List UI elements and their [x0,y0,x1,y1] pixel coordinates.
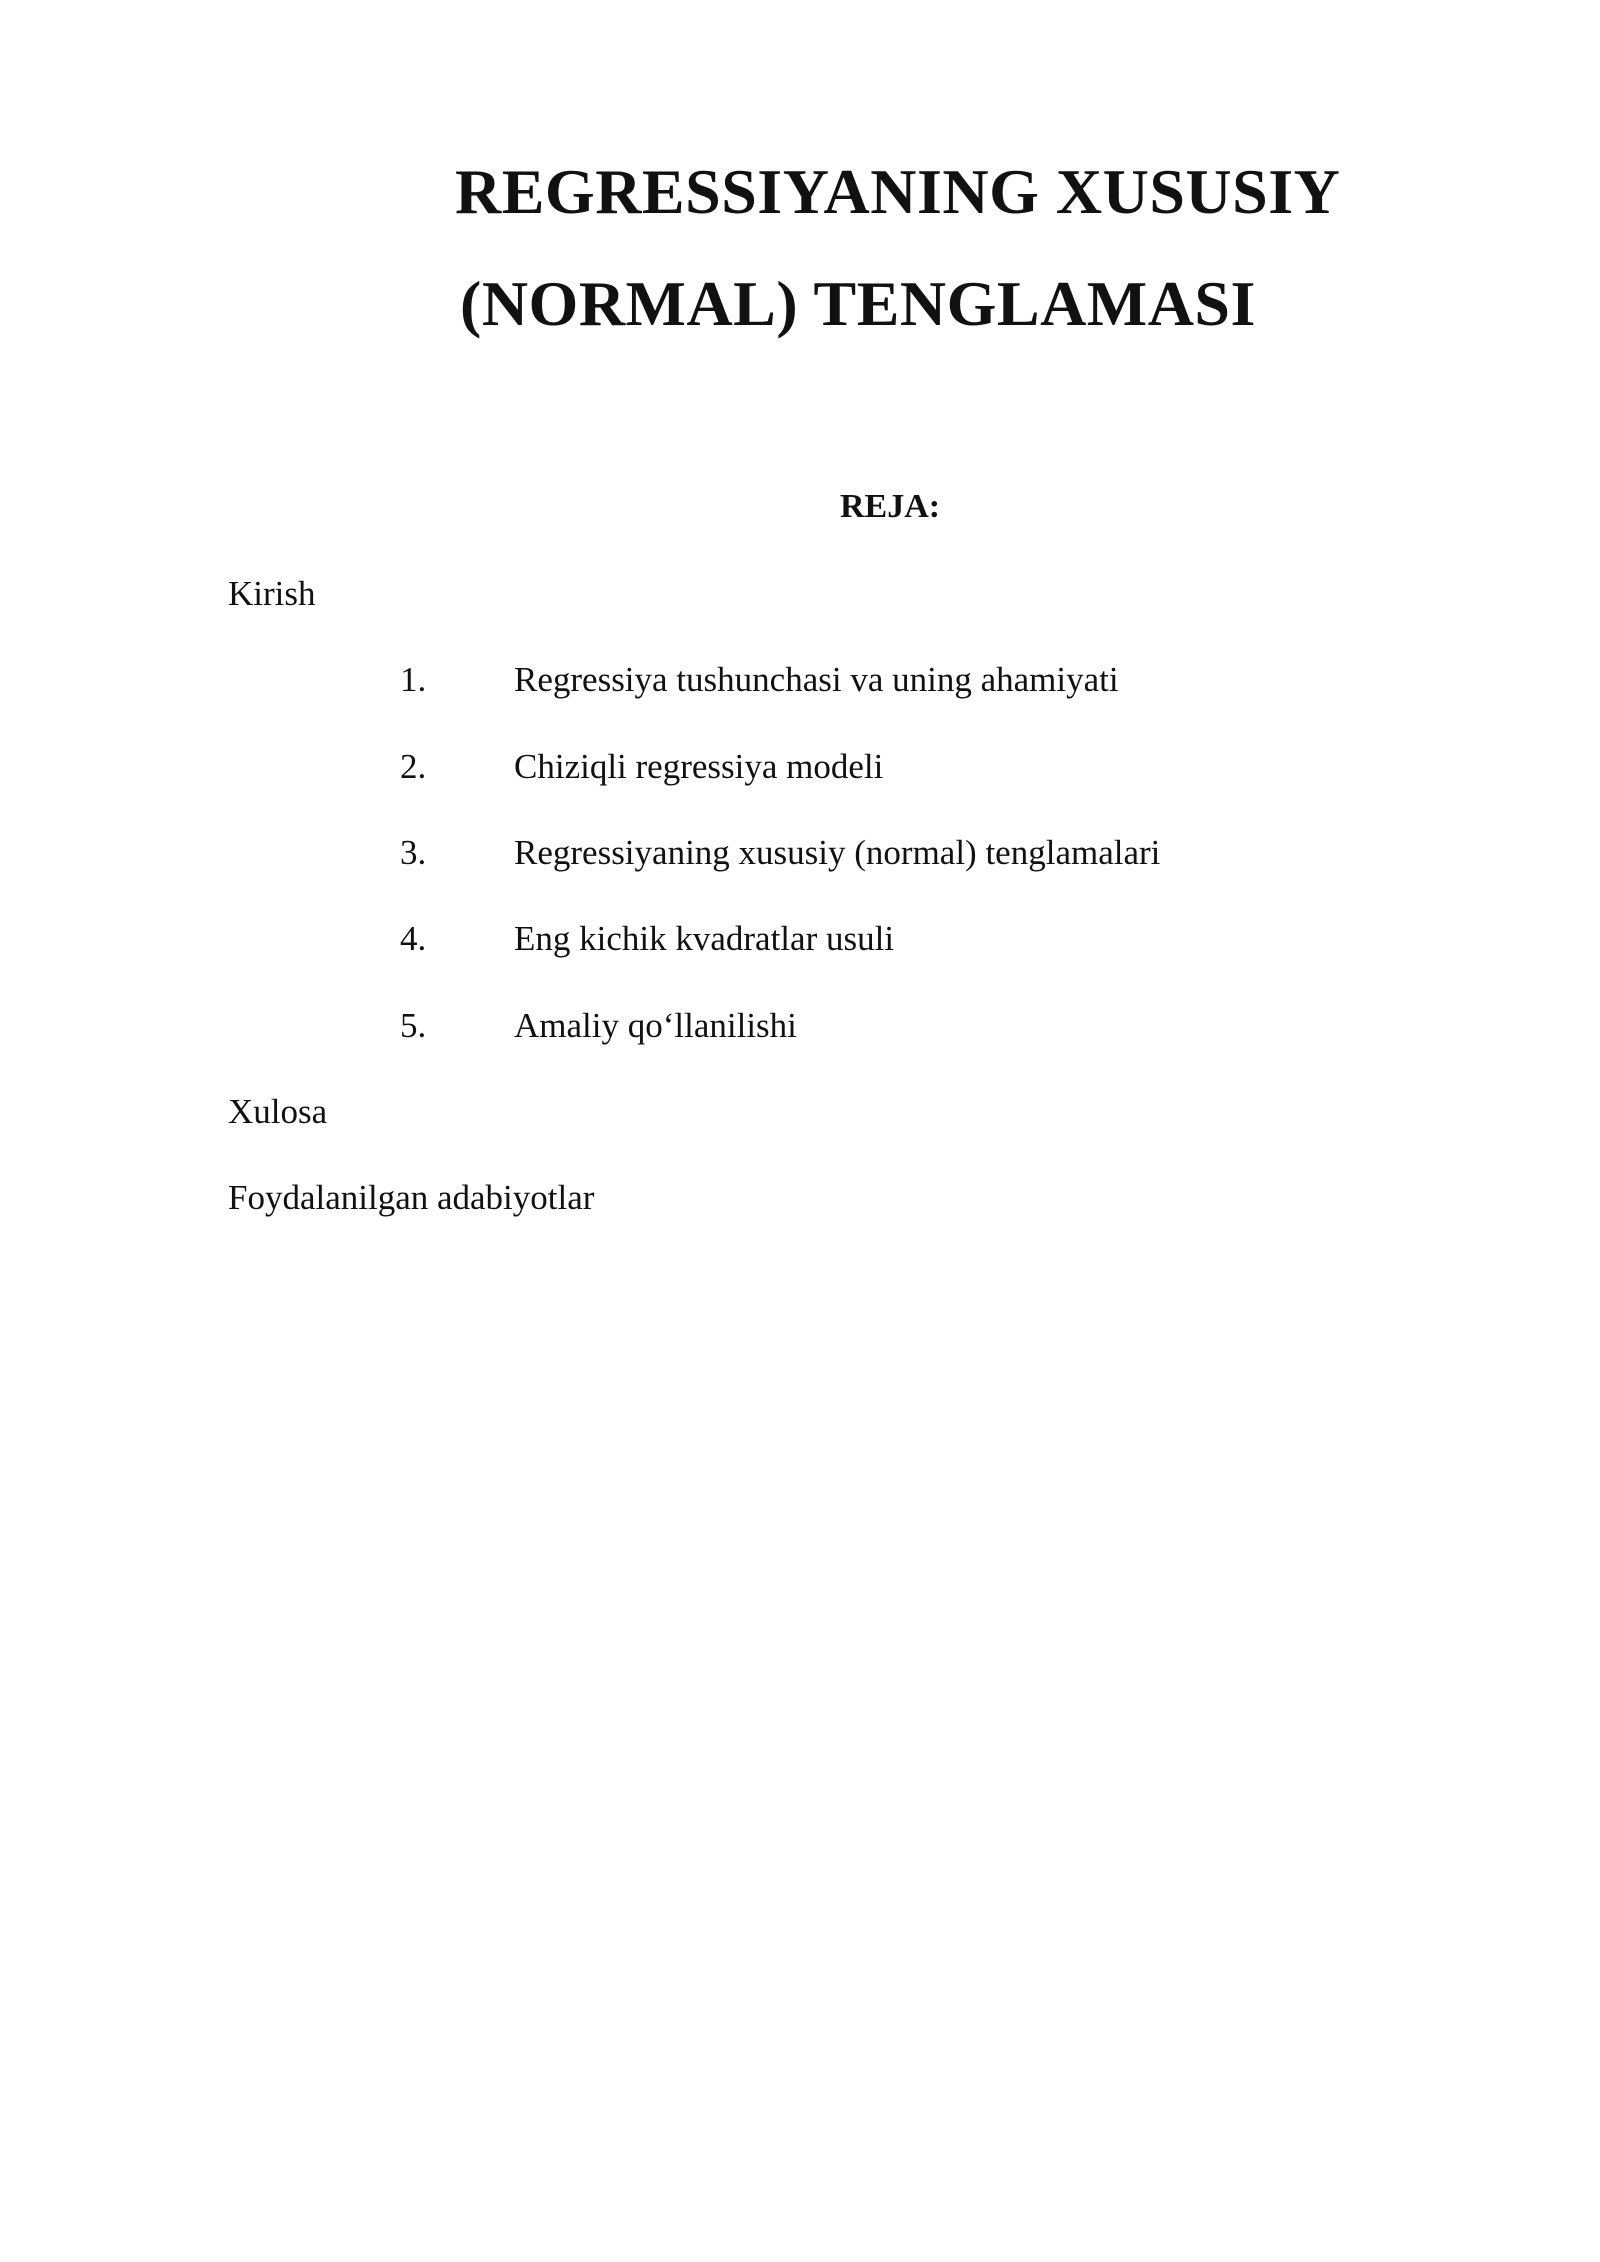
plan-item-number: 4. [400,919,427,958]
plan-item-text: Regressiyaning xususiy (normal) tenglamalari [514,833,1161,872]
plan-heading: REJA: [840,488,941,525]
document-title-line-1: REGRESSIYANING XUSUSIY [455,156,1341,227]
intro-item: Kirish [228,574,316,613]
plan-item-number: 3. [400,833,427,872]
plan-item-number: 1. [400,660,427,699]
document-title-line-2: (NORMAL) TENGLAMASI [460,268,1256,339]
conclusion-item: Xulosa [228,1092,328,1131]
plan-item-text: Regressiya tushunchasi va uning ahamiyati [514,660,1119,699]
plan-item-text: Chiziqli regressiya modeli [514,747,884,786]
plan-item-text: Eng kichik kvadratlar usuli [514,919,895,958]
plan-item-number: 2. [400,747,427,786]
references-item: Foydalanilgan adabiyotlar [228,1178,595,1217]
plan-item-number: 5. [400,1006,427,1045]
plan-item-text: Amaliy qo‘llanilishi [514,1006,797,1045]
